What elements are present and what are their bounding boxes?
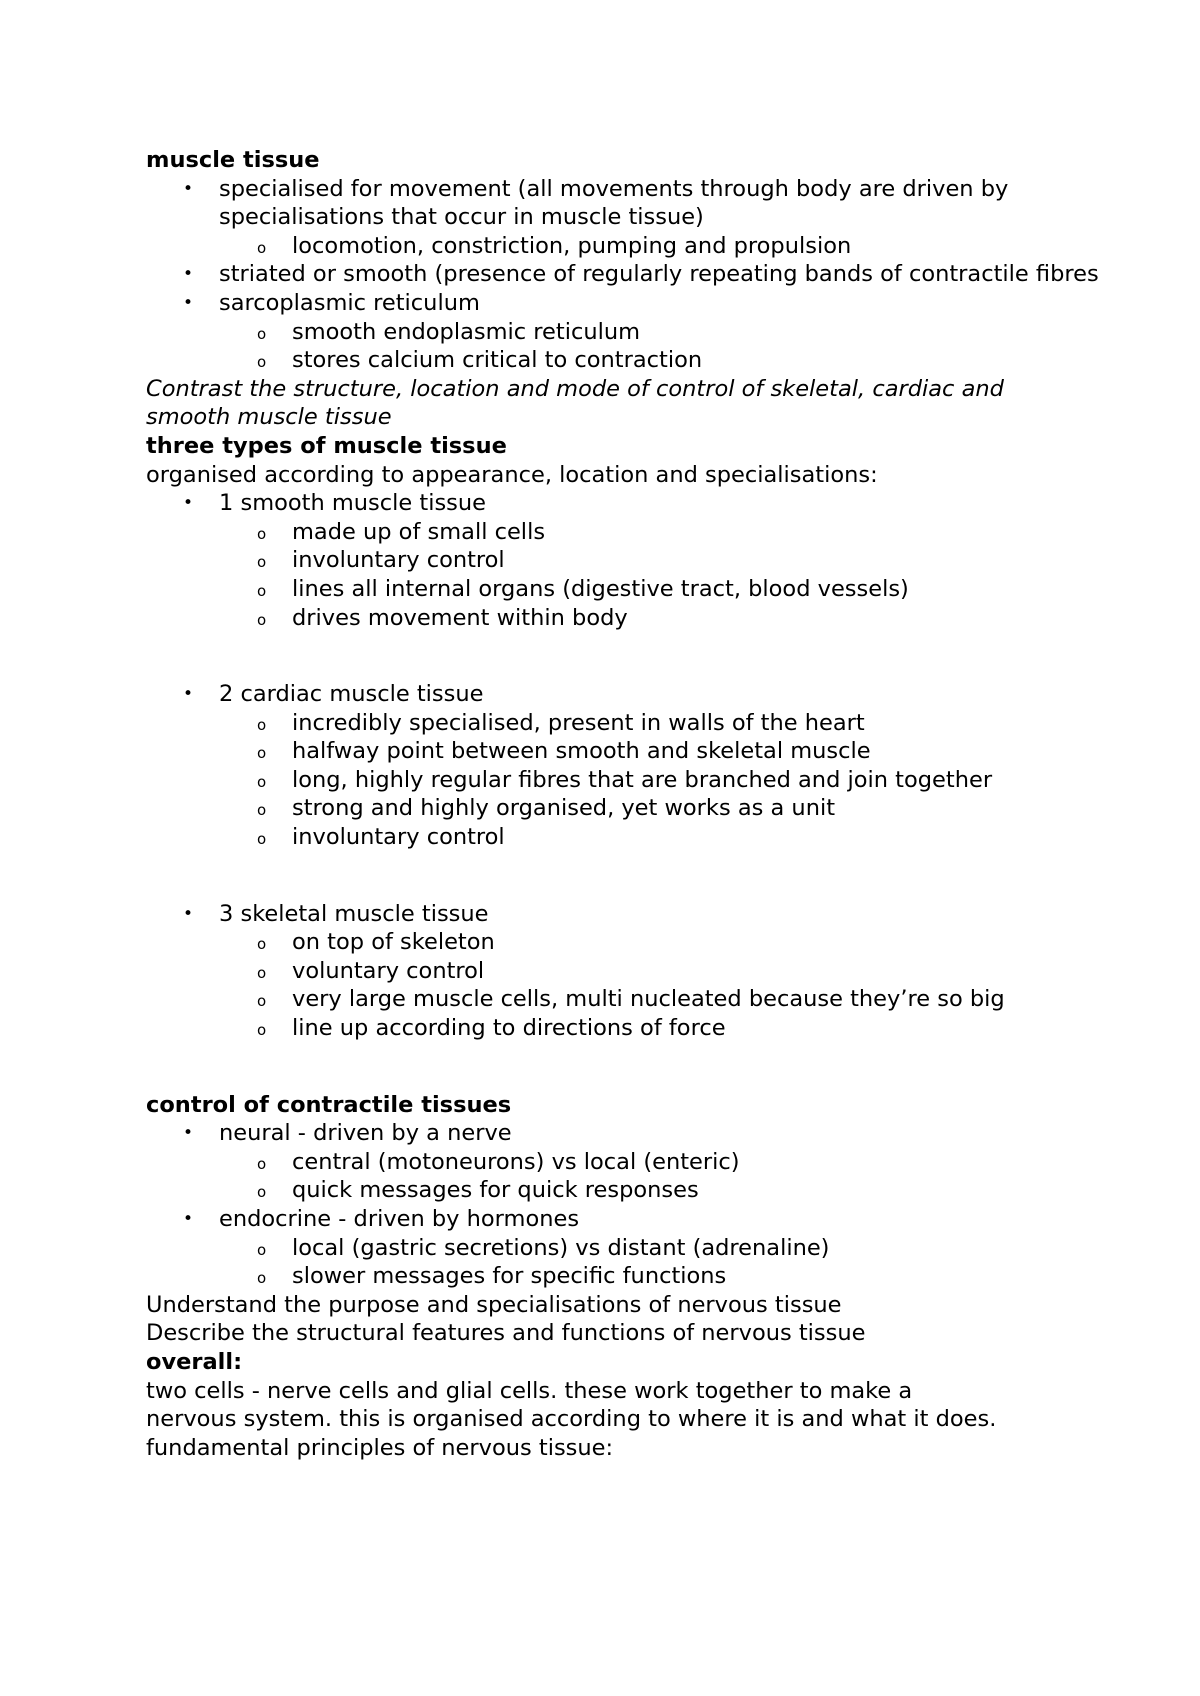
list-subitem-text: line up according to directions of force bbox=[292, 1015, 726, 1042]
list-subitem bbox=[146, 985, 1052, 1014]
types-intro: organised according to appearance, location and specialisations: bbox=[146, 461, 878, 488]
circle-bullet-icon: o bbox=[257, 324, 267, 343]
contrast-prompt: Contrast the structure, location and mode of control of skeletal, cardiac and smooth muscle tissue bbox=[146, 375, 1004, 431]
overall-text: two cells - nerve cells and glial cells. these work together to make a nervous system. this is organised according to where it is and what it does. bbox=[146, 1377, 997, 1433]
bullet-icon: • bbox=[183, 1209, 194, 1229]
list-subitem bbox=[146, 518, 1066, 547]
bullet-icon: • bbox=[183, 903, 194, 924]
blank-space bbox=[146, 852, 1066, 900]
list-item-smooth bbox=[146, 489, 1066, 518]
list-subitem-text: very large muscle cells, multi nucleated because they’re so big bbox=[292, 986, 1005, 1013]
list-subitem bbox=[146, 546, 1066, 575]
list-subitem bbox=[146, 709, 1066, 738]
circle-bullet-icon: o bbox=[257, 801, 267, 820]
list-subitem bbox=[146, 1176, 1066, 1205]
circle-bullet-icon: o bbox=[257, 963, 267, 982]
list-subitem-text: halfway point between smooth and skeletal muscle bbox=[292, 738, 871, 765]
list-item bbox=[146, 289, 1066, 318]
bullet-icon: • bbox=[183, 684, 194, 705]
circle-bullet-icon: o bbox=[257, 935, 267, 954]
circle-bullet-icon: o bbox=[257, 524, 267, 543]
list-subitem-text: lines all internal organs (digestive tract, blood vessels) bbox=[292, 575, 909, 602]
list-subitem bbox=[146, 346, 1066, 375]
nervous-features: Describe the structural features and functions of nervous tissue bbox=[146, 1320, 866, 1347]
list-subitem-text: locomotion, constriction, pumping and propulsion bbox=[292, 232, 852, 259]
list-subitem bbox=[146, 794, 1066, 823]
list-subitem bbox=[146, 1234, 1066, 1263]
list-subitem bbox=[146, 1148, 1066, 1177]
list-item-text: sarcoplasmic reticulum bbox=[219, 289, 480, 316]
circle-bullet-icon: o bbox=[257, 353, 267, 372]
section-heading-three-types: three types of muscle tissue bbox=[146, 432, 507, 459]
list-item-text: neural - driven by a nerve bbox=[219, 1120, 512, 1147]
list-item-text: 1 smooth muscle tissue bbox=[219, 490, 487, 517]
list-subitem bbox=[146, 737, 1066, 766]
list-subitem-text: involuntary control bbox=[292, 547, 505, 574]
section-heading-overall: overall: bbox=[146, 1348, 243, 1375]
list-subitem bbox=[146, 766, 1066, 795]
circle-bullet-icon: o bbox=[257, 610, 267, 629]
circle-bullet-icon: o bbox=[257, 1154, 267, 1173]
list-subitem-text: quick messages for quick responses bbox=[292, 1177, 699, 1204]
list-subitem-text: central (motoneurons) vs local (enteric) bbox=[292, 1148, 740, 1175]
list-subitem bbox=[146, 957, 1066, 986]
circle-bullet-icon: o bbox=[257, 830, 267, 849]
list-item-neural bbox=[146, 1119, 1066, 1148]
list-subitem-text: slower messages for specific functions bbox=[292, 1263, 727, 1290]
list-subitem bbox=[146, 232, 1066, 261]
list-subitem-text: local (gastric secretions) vs distant (adrenaline) bbox=[292, 1234, 830, 1261]
document-page bbox=[146, 146, 1099, 1462]
circle-bullet-icon: o bbox=[257, 1183, 267, 1202]
list-subitem-text: voluntary control bbox=[292, 957, 485, 984]
list-subitem-text: involuntary control bbox=[292, 824, 505, 851]
list-item-text: endocrine - driven by hormones bbox=[219, 1206, 580, 1232]
nervous-purpose: Understand the purpose and specialisations of nervous tissue bbox=[146, 1291, 842, 1318]
blank-space bbox=[146, 632, 1066, 680]
circle-bullet-icon: o bbox=[257, 715, 267, 734]
list-subitem-text: drives movement within body bbox=[292, 604, 628, 631]
list-subitem bbox=[146, 1262, 1066, 1291]
list-subitem bbox=[146, 1014, 1066, 1043]
list-subitem-text: incredibly specialised, present in walls of the heart bbox=[292, 709, 865, 736]
section-heading-control: control of contractile tissues bbox=[146, 1091, 512, 1118]
list-item bbox=[146, 260, 1099, 289]
list-item bbox=[146, 175, 1099, 232]
bullet-icon: • bbox=[183, 1123, 194, 1144]
circle-bullet-icon: o bbox=[257, 992, 267, 1011]
circle-bullet-icon: o bbox=[257, 553, 267, 572]
circle-bullet-icon: o bbox=[257, 1240, 267, 1259]
circle-bullet-icon: o bbox=[257, 744, 267, 763]
list-subitem bbox=[146, 318, 1066, 347]
circle-bullet-icon: o bbox=[257, 581, 267, 600]
list-item-text: specialised for movement (all movements through body are driven by specialisations that occur in muscle tissue) bbox=[219, 175, 1009, 231]
list-subitem bbox=[146, 604, 1066, 633]
list-subitem-text: stores calcium critical to contraction bbox=[292, 347, 703, 374]
circle-bullet-icon: o bbox=[257, 238, 267, 257]
list-item-text: striated or smooth (presence of regularly repeating bands of contractile fibres bbox=[219, 261, 1099, 288]
list-subitem-text: on top of skeleton bbox=[292, 929, 495, 956]
bullet-icon: • bbox=[183, 493, 194, 514]
list-subitem bbox=[146, 575, 1066, 604]
list-item-skeletal bbox=[146, 900, 1066, 929]
list-subitem-text: strong and highly organised, yet works as a unit bbox=[292, 795, 836, 822]
list-item-cardiac bbox=[146, 680, 1066, 709]
bullet-icon: • bbox=[183, 264, 194, 285]
circle-bullet-icon: o bbox=[257, 1021, 267, 1040]
circle-bullet-icon: o bbox=[257, 772, 267, 791]
fundamental-text: fundamental principles of nervous tissue: bbox=[146, 1434, 614, 1461]
list-item-text: 3 skeletal muscle tissue bbox=[219, 900, 489, 927]
list-item-endocrine bbox=[146, 1205, 1066, 1234]
list-subitem bbox=[146, 928, 1066, 957]
circle-bullet-icon: o bbox=[257, 1269, 267, 1288]
bullet-icon: • bbox=[183, 292, 194, 313]
list-subitem-text: long, highly regular fibres that are branched and join together bbox=[292, 766, 993, 793]
list-subitem-text: made up of small cells bbox=[292, 518, 546, 545]
list-subitem bbox=[146, 823, 1066, 852]
blank-space bbox=[146, 1043, 1066, 1091]
section-heading-muscle-tissue: muscle tissue bbox=[146, 147, 320, 173]
list-item-text: 2 cardiac muscle tissue bbox=[219, 681, 484, 708]
list-subitem-text: smooth endoplasmic reticulum bbox=[292, 318, 641, 345]
bullet-icon: • bbox=[183, 178, 194, 199]
